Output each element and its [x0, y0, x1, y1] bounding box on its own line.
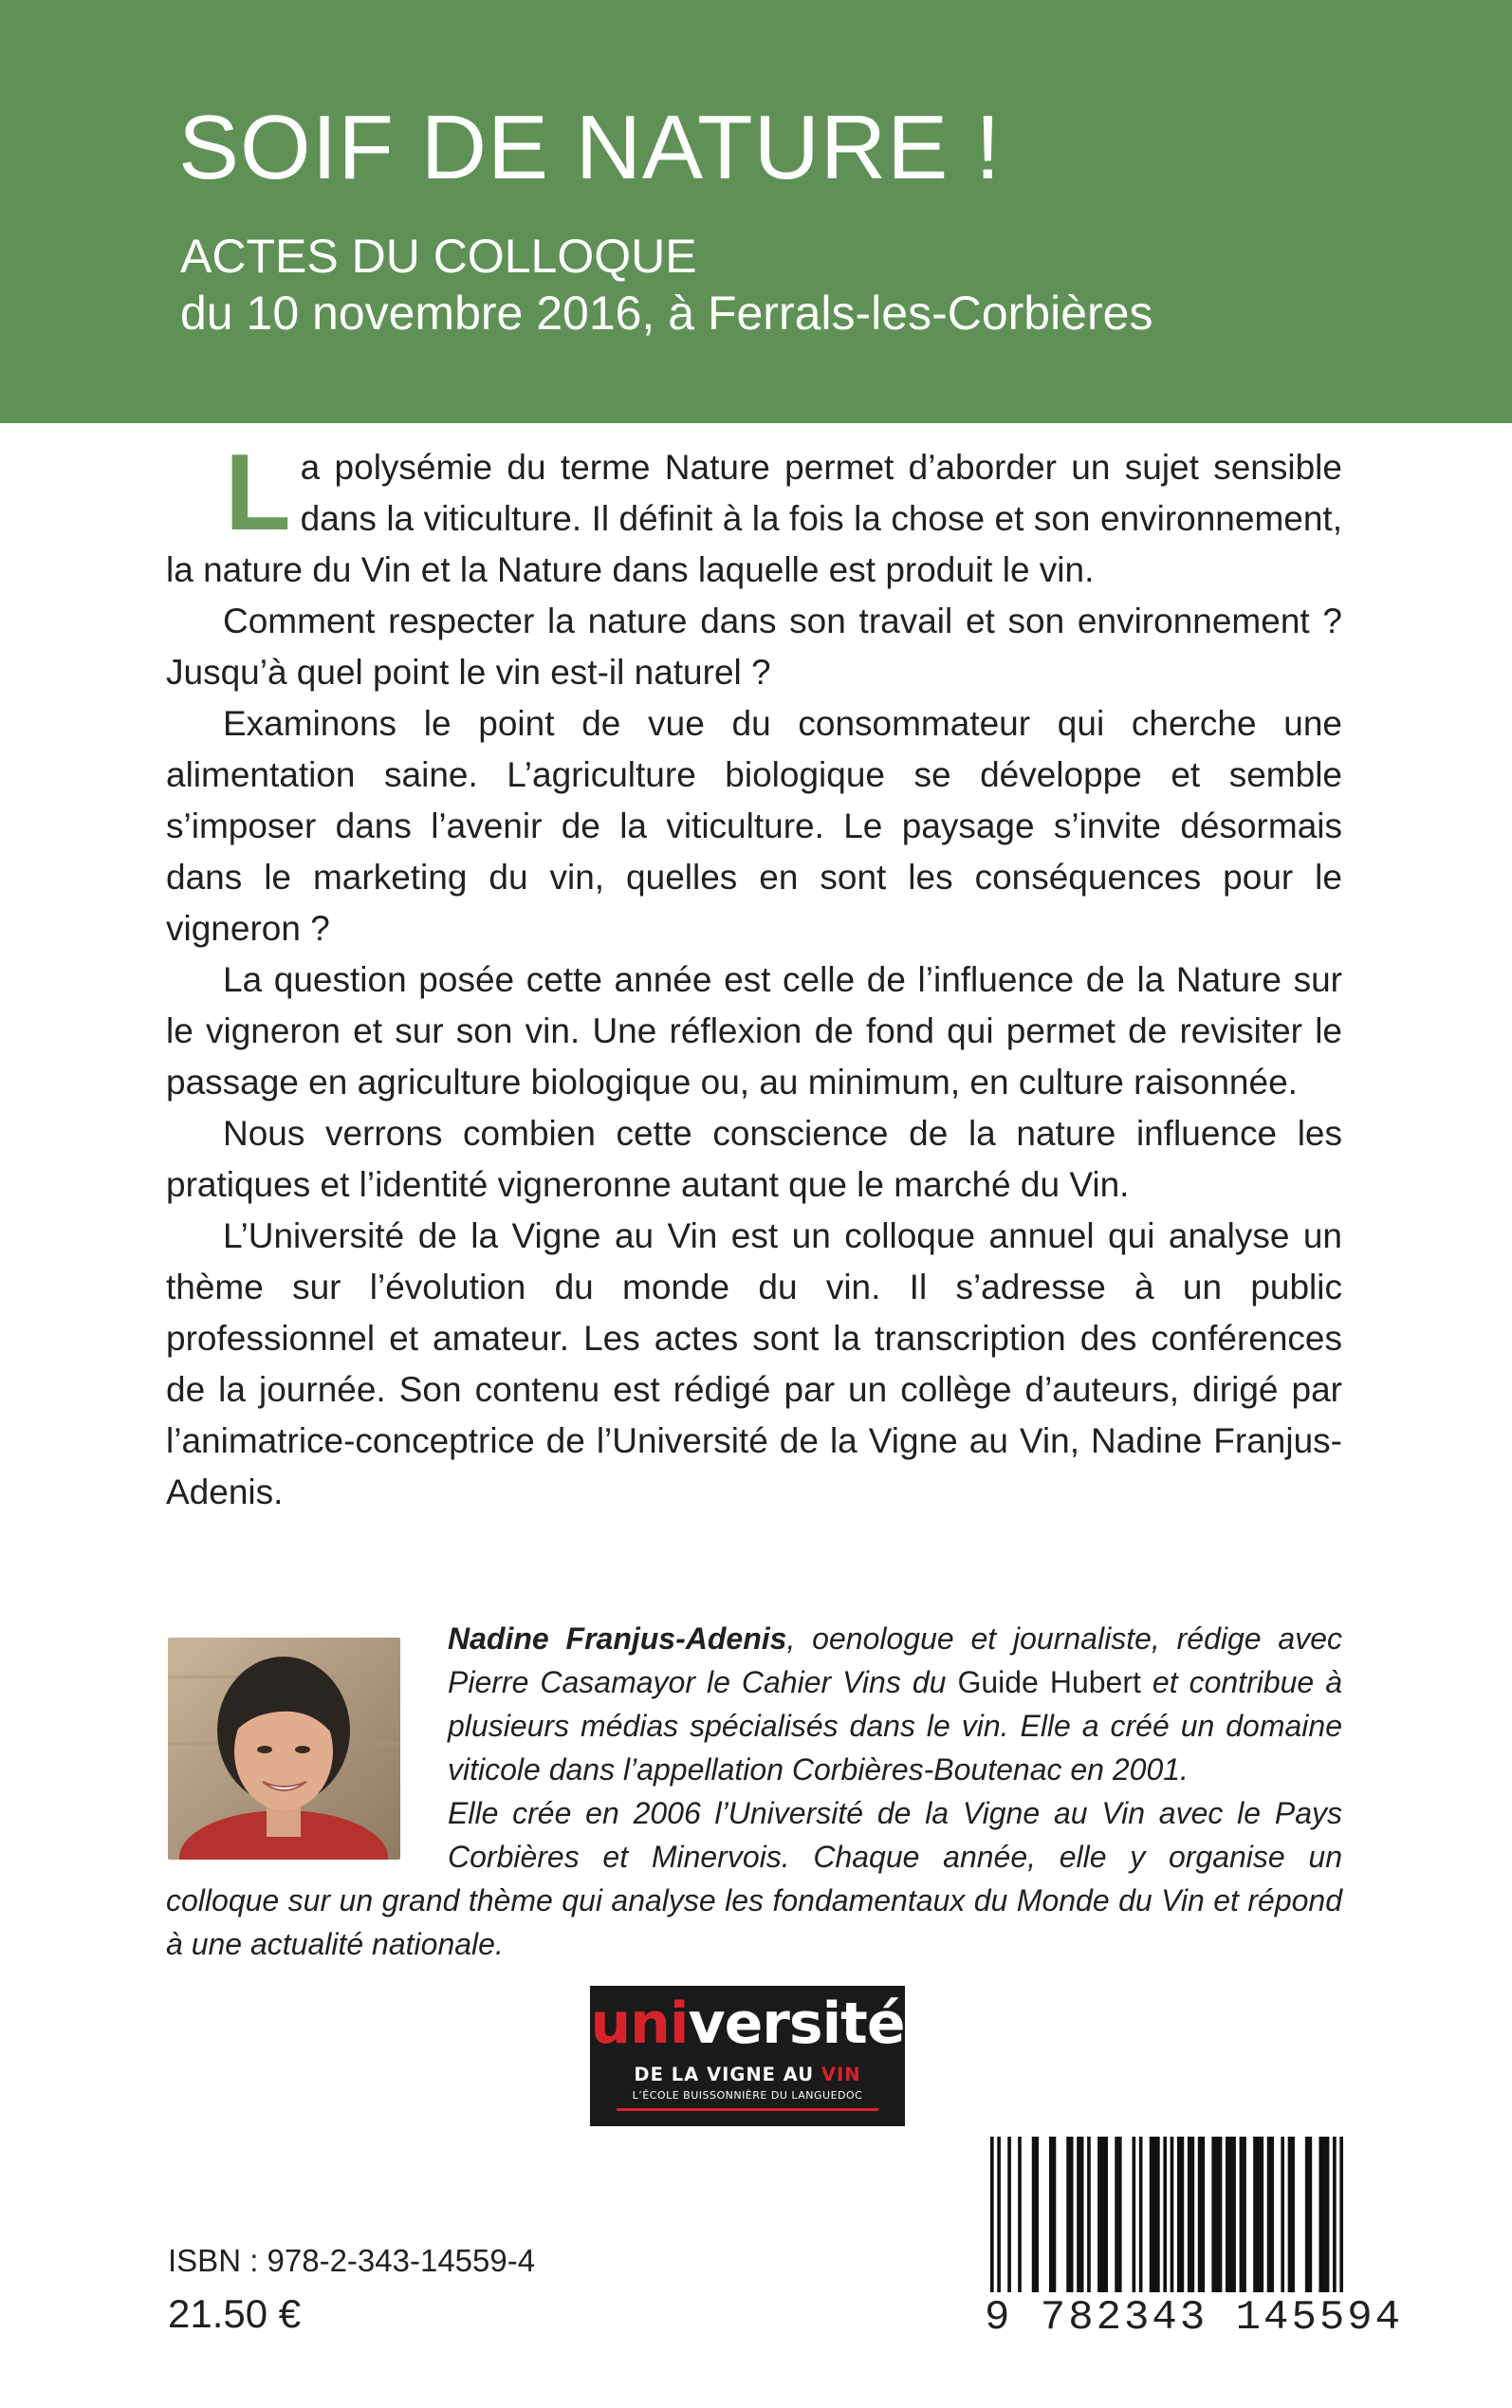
subtitle-line-1: ACTES DU COLLOQUE: [180, 230, 697, 283]
author-bio-paragraph-2: Elle crée en 2006 l’Université de la Vigne au Vin avec le Pays Corbières et Minervois. Chaque année, elle y organise un colloque sur un grand thème qui analyse les fondamentaux du Monde du Vin et répond à une actualité nationale.: [166, 1796, 1342, 1961]
barcode-bar: [1281, 2137, 1284, 2292]
barcode-bar: [1305, 2137, 1312, 2292]
logo-rule: [617, 2108, 878, 2111]
logo-tagline: L’ÉCOLE BUISSONNIÈRE DU LANGUEDOC: [632, 2089, 863, 2102]
barcode-bar: [1188, 2137, 1194, 2292]
barcode-bar: [1087, 2137, 1091, 2292]
barcode-bar: [1211, 2137, 1222, 2292]
author-portrait-icon: [168, 1638, 400, 1860]
author-photo: [168, 1638, 400, 1860]
barcode-bar: [990, 2137, 994, 2292]
paragraph-3: Examinons le point de vue du consommateur qui cherche une alimentation saine. L’agriculture biologique se développe et semble s’imposer dans l’avenir de la viticulture. Le paysage s’invite désormais dans le marketing du vin, quelles en sont les conséquences pour le vigneron ?: [166, 704, 1342, 948]
paragraph-5: Nous verrons combien cette conscience de la nature influence les pratiques et l’identité vigneronne autant que le marché du Vin.: [166, 1114, 1342, 1204]
barcode-bar: [1240, 2137, 1246, 2292]
guide-title: Guide Hubert: [957, 1665, 1141, 1699]
barcode-bar: [1333, 2137, 1337, 2292]
author-bio-paragraph-1: Nadine Franjus-Adenis, oenologue et journaliste, rédige avec Pierre Casamayor le Cahier Vins du Guide Hubert et contribue à plusieurs médias spécialisés dans le vin. Elle a créé un domaine viticole dans l’appellation Corbières-Boutenac en 2001.: [448, 1621, 1343, 1787]
barcode-bar: [1318, 2137, 1329, 2292]
barcode-bar: [1066, 2137, 1073, 2292]
barcode-bar: [1150, 2137, 1160, 2292]
barcode-bar: [1032, 2137, 1039, 2292]
cover-header: [0, 0, 1512, 423]
book-subtitle: [180, 228, 1153, 342]
barcode-bar: [1163, 2137, 1167, 2292]
subtitle-line-2: du 10 novembre 2016, à Ferrals-les-Corbières: [180, 287, 1153, 340]
barcode-bar: [1253, 2137, 1263, 2292]
barcode-bars-icon: [985, 2135, 1351, 2296]
barcode-bar: [1171, 2137, 1174, 2292]
barcode-bar: [1339, 2137, 1343, 2292]
barcode-bar: [1133, 2137, 1136, 2292]
drop-cap: L: [225, 433, 291, 553]
logo-wordmark: université: [590, 1991, 905, 2057]
book-title: SOIF DE NATURE !: [178, 97, 1002, 198]
author-name: Nadine Franjus-Adenis: [448, 1621, 787, 1656]
universite-logo: [590, 1986, 905, 2126]
barcode-bar: [997, 2137, 1001, 2292]
barcode-bar: [1018, 2137, 1022, 2292]
barcode-bar: [1267, 2137, 1274, 2292]
barcode-bar: [1097, 2137, 1108, 2292]
back-cover-summary: [166, 433, 1342, 1518]
author-bio: [166, 1617, 1342, 1966]
isbn: ISBN : 978-2-343-14559-4: [168, 2243, 536, 2278]
barcode-bar: [1177, 2137, 1184, 2292]
barcode: [985, 2135, 1404, 2342]
paragraph-2: Comment respecter la nature dans son travail et son environnement ? Jusqu’à quel point le vin est-il naturel ?: [166, 602, 1342, 692]
paragraph-6: L’Université de la Vigne au Vin est un colloque annuel qui analyse un thème sur l’évolution du monde du vin. Il s’adresse à un public professionnel et amateur. Les actes sont la transcription des conférences de la journée. Son contenu est rédigé par un collège d’auteurs, dirigé par l’animatrice-conceptrice de l’Université de la Vigne au Vin, Nadine Franjus-Adenis.: [166, 1216, 1342, 1511]
barcode-bar: [1115, 2137, 1121, 2292]
barcode-bar: [1049, 2137, 1056, 2292]
logo-line-2: DE LA VIGNE AU VIN: [634, 2064, 861, 2085]
barcode-bar: [1139, 2137, 1143, 2292]
barcode-bar: [1007, 2137, 1011, 2292]
paragraph-1: La polysémie du terme Nature permet d’aborder un sujet sensible dans la viticulture. Il définit à la fois la chose et son environnement, la nature du Vin et la Nature dans laquelle est produit le vin.: [166, 433, 1342, 589]
barcode-bar: [1198, 2137, 1205, 2292]
price: 21.50 €: [168, 2291, 302, 2336]
barcode-bar: [1226, 2137, 1236, 2292]
barcode-digits: 9 782343 145594: [985, 2294, 1404, 2342]
barcode-bar: [1288, 2137, 1295, 2292]
paragraph-4: La question posée cette année est celle de l’influence de la Nature sur le vigneron et sur son vin. Une réflexion de fond qui permet de revisiter le passage en agriculture biologique ou, au minimum, en culture raisonnée.: [166, 960, 1342, 1102]
barcode-bar: [1077, 2137, 1083, 2292]
